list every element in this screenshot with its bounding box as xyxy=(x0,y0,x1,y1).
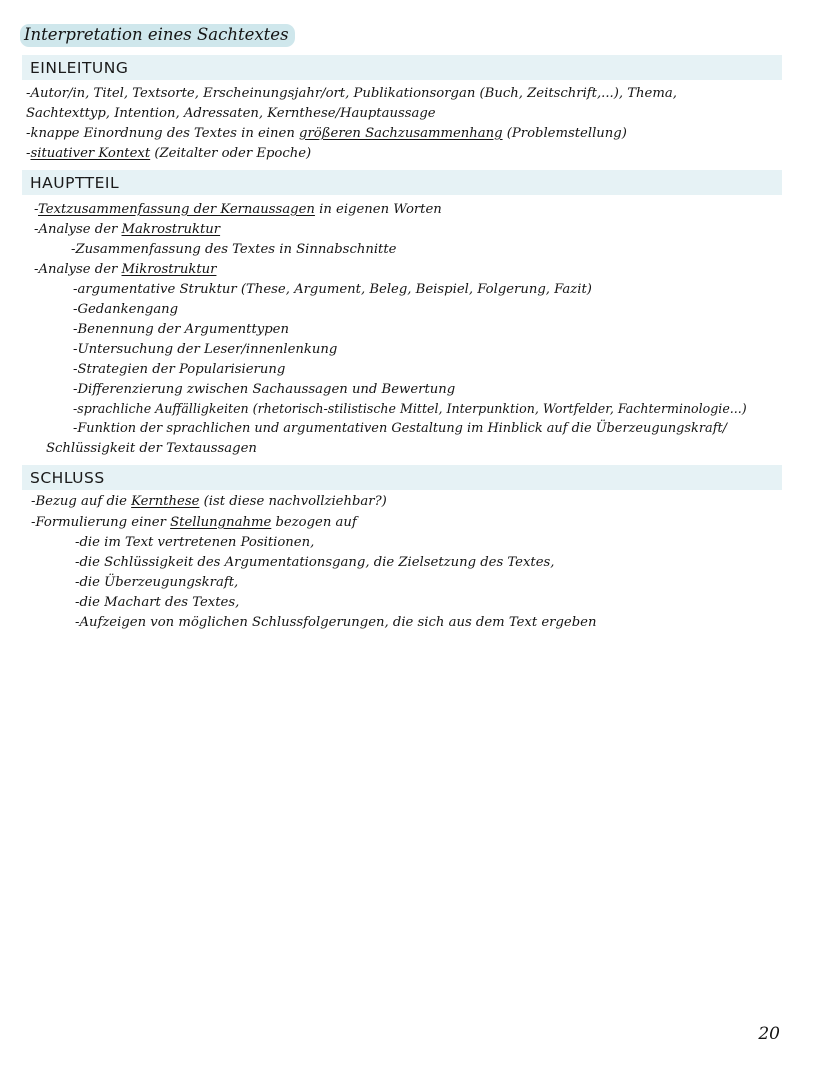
page-number: 20 xyxy=(758,1024,780,1044)
schluss-line-1: -Bezug auf die Kernthese (ist diese nachvollziehbar?) xyxy=(31,494,387,509)
hauptteil-line-3: -Zusammenfassung des Textes in Sinnabschnitte xyxy=(71,242,397,257)
underlined-term: situativer Kontext xyxy=(30,146,151,161)
hauptteil-line-6: -Gedankengang xyxy=(73,302,179,317)
einleitung-line-1: -Autor/in, Titel, Textsorte, Erscheinungsjahr/ort, Publikationsorgan (Buch, Zeitschrift,...), Thema, xyxy=(26,86,677,101)
hauptteil-line-12: -Funktion der sprachlichen und argumentativen Gestaltung im Hinblick auf die Überzeugungskraft/ xyxy=(73,421,727,436)
einleitung-line-3: -knappe Einordnung des Textes in einen größeren Sachzusammenhang (Problemstellung) xyxy=(26,126,627,141)
underlined-term: Stellungnahme xyxy=(170,515,272,530)
hauptteil-line-8: -Untersuchung der Leser/innenlenkung xyxy=(73,342,338,357)
hauptteil-line-5: -argumentative Struktur (These, Argument, Beleg, Beispiel, Folgerung, Fazit) xyxy=(73,282,592,297)
underlined-term: Mikrostruktur xyxy=(121,262,217,277)
schluss-line-7: -Aufzeigen von möglichen Schlussfolgerungen, die sich aus dem Text ergeben xyxy=(75,615,597,630)
section-heading-einleitung: EINLEITUNG xyxy=(22,55,782,80)
hauptteil-line-7: -Benennung der Argumenttypen xyxy=(73,322,289,337)
einleitung-line-2: Sachtexttyp, Intention, Adressaten, Kernthese/Hauptaussage xyxy=(26,106,436,121)
hauptteil-line-1: -Textzusammenfassung der Kernaussagen in eigenen Worten xyxy=(34,202,442,217)
schluss-line-6: -die Machart des Textes, xyxy=(75,595,240,610)
section-heading-hauptteil: HAUPTTEIL xyxy=(22,170,782,195)
hauptteil-line-13: Schlüssigkeit der Textaussagen xyxy=(46,441,257,456)
schluss-line-5: -die Überzeugungskraft, xyxy=(75,575,239,590)
hauptteil-line-11: -sprachliche Auffälligkeiten (rhetorisch-stilistische Mittel, Interpunktion, Wortfelder, Fachterminologie...) xyxy=(73,401,747,416)
underlined-term: Makrostruktur xyxy=(121,222,221,237)
underlined-term: Kernthese xyxy=(131,494,200,509)
page-title: Interpretation eines Sachtextes xyxy=(20,24,295,47)
einleitung-line-4: -situativer Kontext (Zeitalter oder Epoche) xyxy=(26,146,312,161)
hauptteil-line-9: -Strategien der Popularisierung xyxy=(73,362,286,377)
hauptteil-line-4: -Analyse der Mikrostruktur xyxy=(34,262,217,277)
hauptteil-line-2: -Analyse der Makrostruktur xyxy=(34,222,221,237)
underlined-term: Textzusammenfassung der Kernaussagen xyxy=(38,202,315,217)
hauptteil-line-10: -Differenzierung zwischen Sachaussagen und Bewertung xyxy=(73,382,456,397)
underlined-term: größeren Sachzusammenhang xyxy=(299,126,503,141)
schluss-line-2: -Formulierung einer Stellungnahme bezogen auf xyxy=(31,515,357,530)
schluss-line-3: -die im Text vertretenen Positionen, xyxy=(75,535,315,550)
schluss-line-4: -die Schlüssigkeit des Argumentationsgang, die Zielsetzung des Textes, xyxy=(75,555,555,570)
section-heading-schluss: SCHLUSS xyxy=(22,465,782,490)
